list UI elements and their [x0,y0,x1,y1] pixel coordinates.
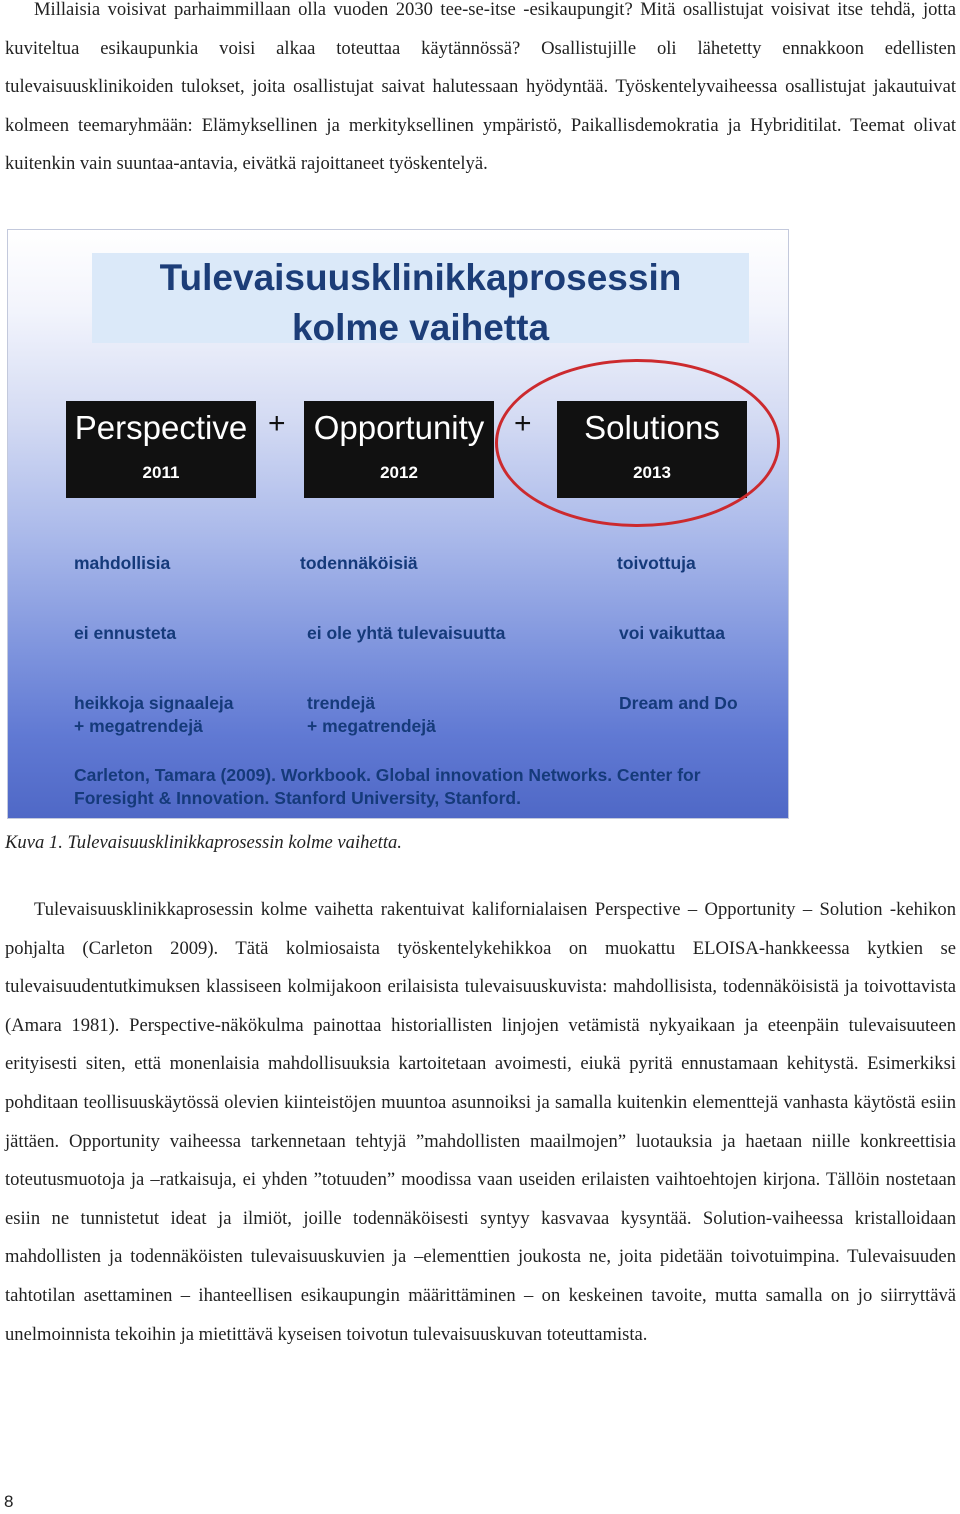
keyword-col1-row3: heikkoja signaaleja + megatrendejä [74,693,234,736]
process-figure [7,229,789,819]
highlight-circle [495,359,780,527]
keyword-col3-row3: Dream and Do [619,693,738,713]
phase-year: 2012 [380,463,418,482]
figure-title [92,253,749,348]
phase-opportunity [304,401,494,498]
keyword-col3-row1: toivottuja [617,553,696,573]
intro-paragraph: Millaisia voisivat parhaimmillaan olla vuoden 2030 tee-se-itse -esikaupungit? Mitä osallistujat voisivat itse tehdä, jotta kuviteltua esikaupunkia voisi alkaa toteuttaa käytännössä? Osallistujille oli lähetetty ennakkoon edellisten tulevaisuusklinikoiden tulokset, joita osallistujat saivat halutessaan hyödyntää. Työskentelyvaiheessa osallistujat jakautuivat kolmeen teemaryhmään: Elämyksellinen ja merkityksellinen ympäristö, Paikallisdemokratia ja Hybriditilat. Teemat olivat kuitenkin vain suuntaa-antavia, eivätkä rajoittaneet työskentelyä. [5,0,956,175]
phase-name: Solutions [584,409,720,446]
phase-year: 2011 [142,463,180,482]
keyword-col2-row1: todennäköisiä [300,553,418,573]
body-paragraph: Tulevaisuusklinikkaprosessin kolme vaihetta rakentuivat kalifornialaisen Perspective – Opportunity – Solution -kehikon pohjalta (Carleton 2009). Tätä kolmiosaista työskentelykehikkoa on muokattu ELOISA-hankkeessa kytkien se tulevaisuudentutkimuksen klassiseen kolmijakoon erilaisista tulevaisuuskuvista: mahdollisista, todennäköisistä ja toivottavista (Amara 1981). Perspective-näkökulma painottaa historiallisten linjojen vetämistä nykyaikaan ja eteenpäin tulevaisuuteen erityisesti siten, että monenlaisia mahdollisuuksia kartoitetaan avoimesti, eiukä pyritä ennustamaan kehitystä. Esimerkiksi pohditaan teollisuuskäytössä olevien kiinteistöjen muuntoa asunnoiksi ja samalla kuitenkin elementtejä vanhasta käytöstä esiin jättäen. Opportunity vaiheessa tarkennetaan tehtyjä ”mahdollisten maailmojen” luotauksia ja haetaan niille konkreettisia toteutusmuotoja ja –ratkaisuja, ei yhden ”totuuden” moodissa vaan useiden erilaisten vaihtoehtojen kirjona. Tällöin nostetaan esiin ne tunnistetut ideat ja ilmiöt, joille todennäköisesti syntyy kasvavaa kysyntää. Solution-vaiheessa kristalloidaan mahdollisten ja todennäköisten tulevaisuuskuvien ja –elementtien joukosta ne, joita pidetään toivotuimpina. Tulevaisuuden tahtotilan asettaminen – ihanteellisen esikaupungin määrittäminen – on keskeinen tavoite, mutta samalla on jo siirryttävä unelmoinnista tekoihin ja mietittävä kyseisen toivotun tulevaisuuskuvan toteuttamista. [5,899,956,1345]
figure-caption: Kuva 1. Tulevaisuusklinikkaprosessin kolme vaihetta. [5,832,402,853]
figure-title-line1: Tulevaisuusklinikkaprosessin [159,257,682,298]
keyword-col2-row3: trendejä + megatrendejä [307,693,436,736]
figure-title-line2: kolme vaihetta [291,307,550,348]
figure-citation: Carleton, Tamara (2009). Workbook. Global innovation Networks. Center for Foresight & Innovation. Stanford University, Stanford. [74,765,701,808]
keyword-col3-row2: voi vaikuttaa [619,623,726,643]
plus-sign: + [268,407,286,440]
plus-sign: + [514,407,532,440]
page-number: 8 [4,1492,14,1511]
phase-name: Opportunity [313,409,485,446]
phase-year: 2013 [633,463,671,482]
phase-name: Perspective [74,409,248,446]
keyword-col1-row2: ei ennusteta [74,623,177,643]
keyword-col2-row2: ei ole yhtä tulevaisuutta [307,623,506,643]
keyword-col1-row1: mahdollisia [74,553,171,573]
phase-perspective [66,401,256,498]
